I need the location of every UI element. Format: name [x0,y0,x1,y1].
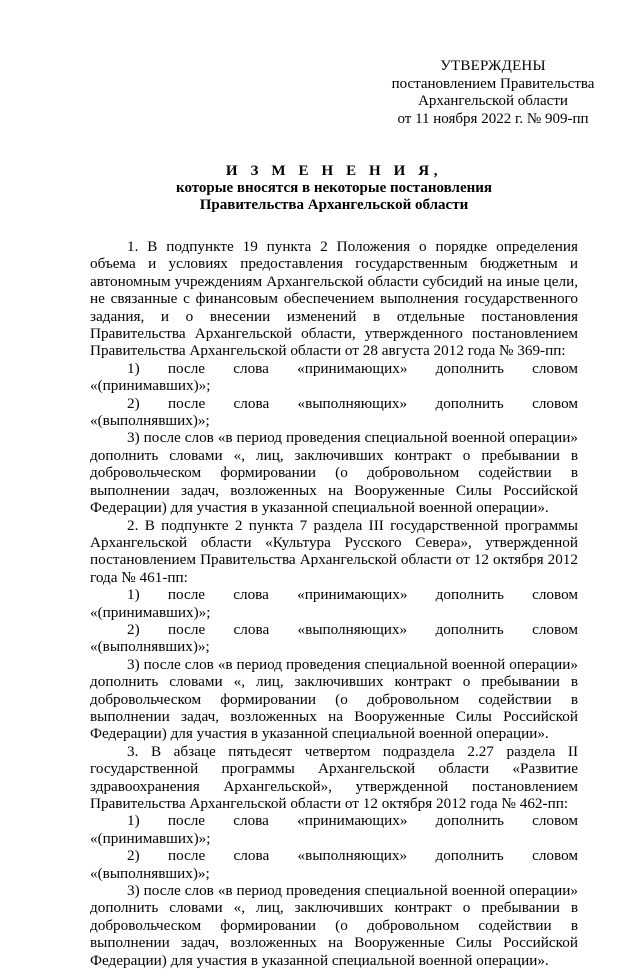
approval-line-3: от 11 ноября 2022 г. № 909-пп [397,110,589,127]
approval-stamp [380,58,606,128]
item-1-sub-2: 2) после слова «выполняющих» дополнить словом «(выполнявших)»; [90,394,578,430]
title-main: И З М Е Н Е Н И Я, [225,163,443,179]
item-2-sub-2: 2) после слова «выполняющих» дополнить словом «(выполнявших)»; [90,620,578,656]
title-line-1: которые вносятся в некоторые постановления [176,180,492,196]
item-1-intro: 1. В подпункте 19 пункта 2 Положения о порядке определения объема и условиях предоставления государственным бюджетным и автономным учреждениям Архангельской области субсидий на иные цели, не связанные с финансовым обеспечением выполнения государственного задания, и о внесении изменений в отдельные постановления Правительства Архангельской области, утвержденного постановлением Правительства Архангельской области от 28 августа 2012 года № 369-пп: [90,238,578,360]
approval-line-1: постановлением Правительства [391,75,595,92]
item-1-sub-3: 3) после слов «в период проведения специальной военной операции» дополнить словами «, лиц, заключивших контракт о пребывании в добровольческом формировании (о добровольном содействии в выполнении задач, возложенных на Вооруженные Силы Российской Федерации) для участия в указанной специальной военной операции». [90,429,578,517]
item-1-sub-1: 1) после слова «принимающих» дополнить словом «(принимавших)»; [90,359,578,395]
item-3-sub-2: 2) после слова «выполняющих» дополнить словом «(выполнявших)»; [90,847,578,882]
document-body [90,238,578,969]
title-line-2: Правительства Архангельской области [199,197,469,213]
item-3-intro: 3. В абзаце пятьдесят четвертом подраздела 2.27 раздела II государственной программы Архангельской области «Развитие здравоохранения Архангельской», утвержденной постановлением Правительства Архангельской области от 12 октября 2012 года № 462-пп: [90,742,578,812]
item-2-intro: 2. В подпункте 2 пункта 7 раздела III государственной программы Архангельской области «Культура Русского Севера», утвержденной постановлением Правительства Архангельской области от 12 октября 2012 года № 461-пп: [90,516,578,586]
item-2-sub-3: 3) после слов «в период проведения специальной военной операции» дополнить словами «, лиц, заключивших контракт о пребывании в добровольческом формировании (о добровольном содействии в выполнении задач, возложенных на Вооруженные Силы Российской Федерации) для участия в указанной специальной военной операции». [90,655,578,743]
document-title [90,163,578,214]
item-3-sub-1: 1) после слова «принимающих» дополнить словом «(принимавших)»; [90,812,578,847]
item-3-sub-3: 3) после слов «в период проведения специальной военной операции» дополнить словами «, лиц, заключивших контракт о пребывании в добровольческом формировании (о добровольном содействии в выполнении задач, возложенных на Вооруженные Силы Российской Федерации) для участия в указанной специальной военной операции». [90,882,578,969]
item-2-sub-1: 1) после слова «принимающих» дополнить словом «(принимавших)»; [90,586,578,621]
approval-heading: УТВЕРЖДЕНЫ [440,58,546,74]
approval-line-2: Архангельской области [418,93,568,109]
